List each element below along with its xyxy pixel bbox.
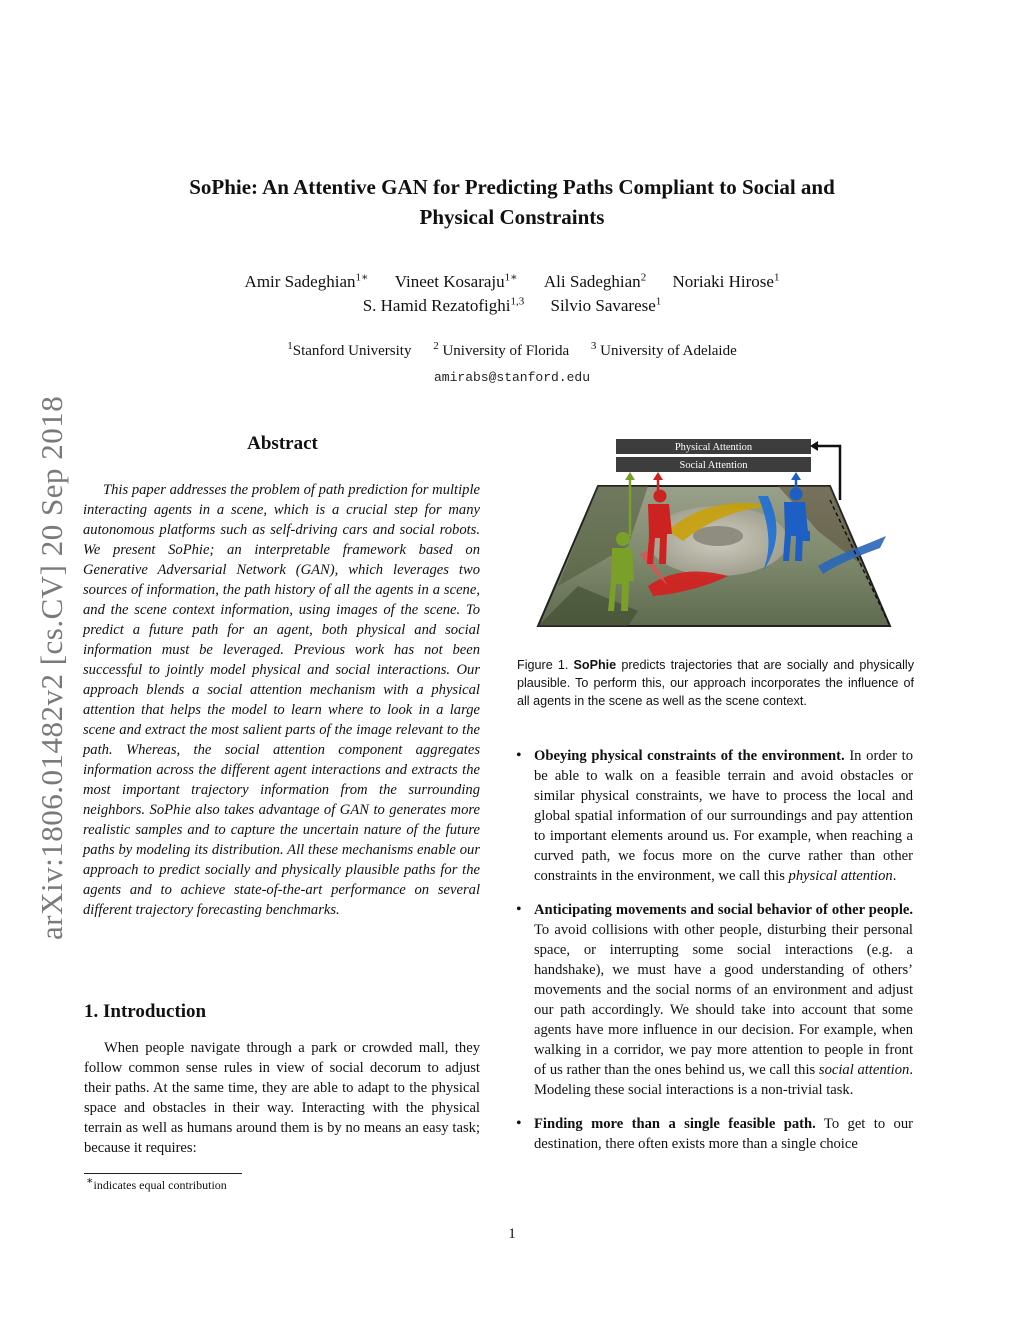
figure-1 [518,436,918,636]
green-arrow-head [625,472,635,480]
title-line-2: Physical Constraints [419,205,605,229]
author: Amir Sadeghian$^{1∗}$ [244,271,369,291]
author: Ali Sadeghian$^2$ [543,271,647,291]
abstract-text: This paper addresses the problem of path prediction for multiple interacting agents in a scene, which is a crucial step for many autonomous platforms such as self-driving cars and social robots. We present SoPhie; an interpretable framework based on Generative Adversarial Network (GAN), which leverages two sources of information, the path history of all the agents in a scene, and the scene context information, using images of the scene. To predict a future path for an agent, both physical and social information must be leveraged. Previous work has not been successful to jointly model physical and social interactions. Our approach blends a social attention mechanism with a physical attention that helps the model to learn where to look in a large scene and extract the most salient parts of the image relevant to the path. Whereas, the social attention component aggregates information across the different agent interactions and extracts the most important trajectory information from the surrounding neighbors. SoPhie also takes advantage of GAN to generates more realistic samples and to capture the uncertain nature of the future paths by modeling its distribution. All these mechanisms enable our approach to predict socially and physically plausible paths for the agents and to achieve state-of-the-art performance on several different trajectory forecasting benchmarks. [83,482,480,918]
intro-heading: 1. Introduction [84,1001,207,1022]
bullet-social-behavior: • Anticipating movements and social behavior of other people. To avoid collisions with other people, disturbing their personal space, or interrupting some social interactions (e.g. a handshake), we must have a good understanding of others’ movements and the social norms of an environment and adjust our path accordingly. We should take into account that some agents have more influence in our decision. For example, when walking in a corridor, we pay more attention to people in front of us rather than the ones behind us, we call this social attention. Modeling these social interactions is a non-trivial task. [517,900,913,1100]
physical-attention-label: Physical Attention [674,442,753,453]
title-line-1: SoPhie: An Attentive GAN for Predicting Paths Compliant to Social and [189,175,835,199]
bullet-physical-constraints: • Obeying physical constraints of the environment. In order to be able to walk on a feasible terrain and avoid obstacles or similar physical constraints, we have to process the local and global spatial information of our surroundings and pay attention to important elements around us. For example, when reaching a curved path, we focus more on the curve rather than other constraints in the environment, we call this physical attention. [517,746,913,886]
contact-email: amirabs@stanford.edu [433,370,591,385]
footnote-rule [84,1173,242,1174]
author: Vineet Kosaraju$^{1∗}$ [394,271,518,291]
arxiv-stamp: arXiv:1806.01482v2 [cs.CV] 20 Sep 2018 [34,395,69,940]
author-list [0,270,1024,318]
author: Silvio Savarese$^1$ [550,295,662,315]
red-arrow-head [653,472,663,480]
page-number: 1 [508,1226,516,1242]
figure-caption: Figure 1. SoPhie predicts trajectories that are socially and physically plausible. To perform this, our approach incorporates the influence of all agents in the scene as well as the scene context. [517,658,914,708]
social-attention-label: Social Attention [679,460,748,471]
affiliation: $^2$ University of Florida [433,340,570,359]
bullet-multiple-paths: • Finding more than a single feasible path. To get to our destination, there often exists more than a single choice [517,1114,913,1154]
fountain-center [693,526,743,546]
affiliation: $^3$ University of Adelaide [590,340,737,359]
bullet-list [517,746,913,1154]
blue-arrow-head [791,472,801,480]
intro-text: When people navigate through a park or crowded mall, they follow common sense rules in view of social decorum to adjust their paths. At the same time, they are able to adapt to the physical space and obstacles in their way. Interacting with the physical terrain as well as humans around them is by no means an easy task; because it requires: [84,1040,480,1156]
footnote: ∗indicates equal contribution [86,1175,227,1192]
paper-title [0,172,1024,232]
author-row-1 [0,270,1024,294]
author: S. Hamid Rezatofighi$^{1,3}$ [362,295,525,315]
affiliations [0,340,1024,360]
author-row-2 [0,294,1024,318]
connector-arrow-head [810,441,818,451]
affiliation: $^1$Stanford University [287,340,412,359]
abstract-heading: Abstract [247,433,318,454]
author: Noriaki Hirose$^1$ [672,271,780,291]
